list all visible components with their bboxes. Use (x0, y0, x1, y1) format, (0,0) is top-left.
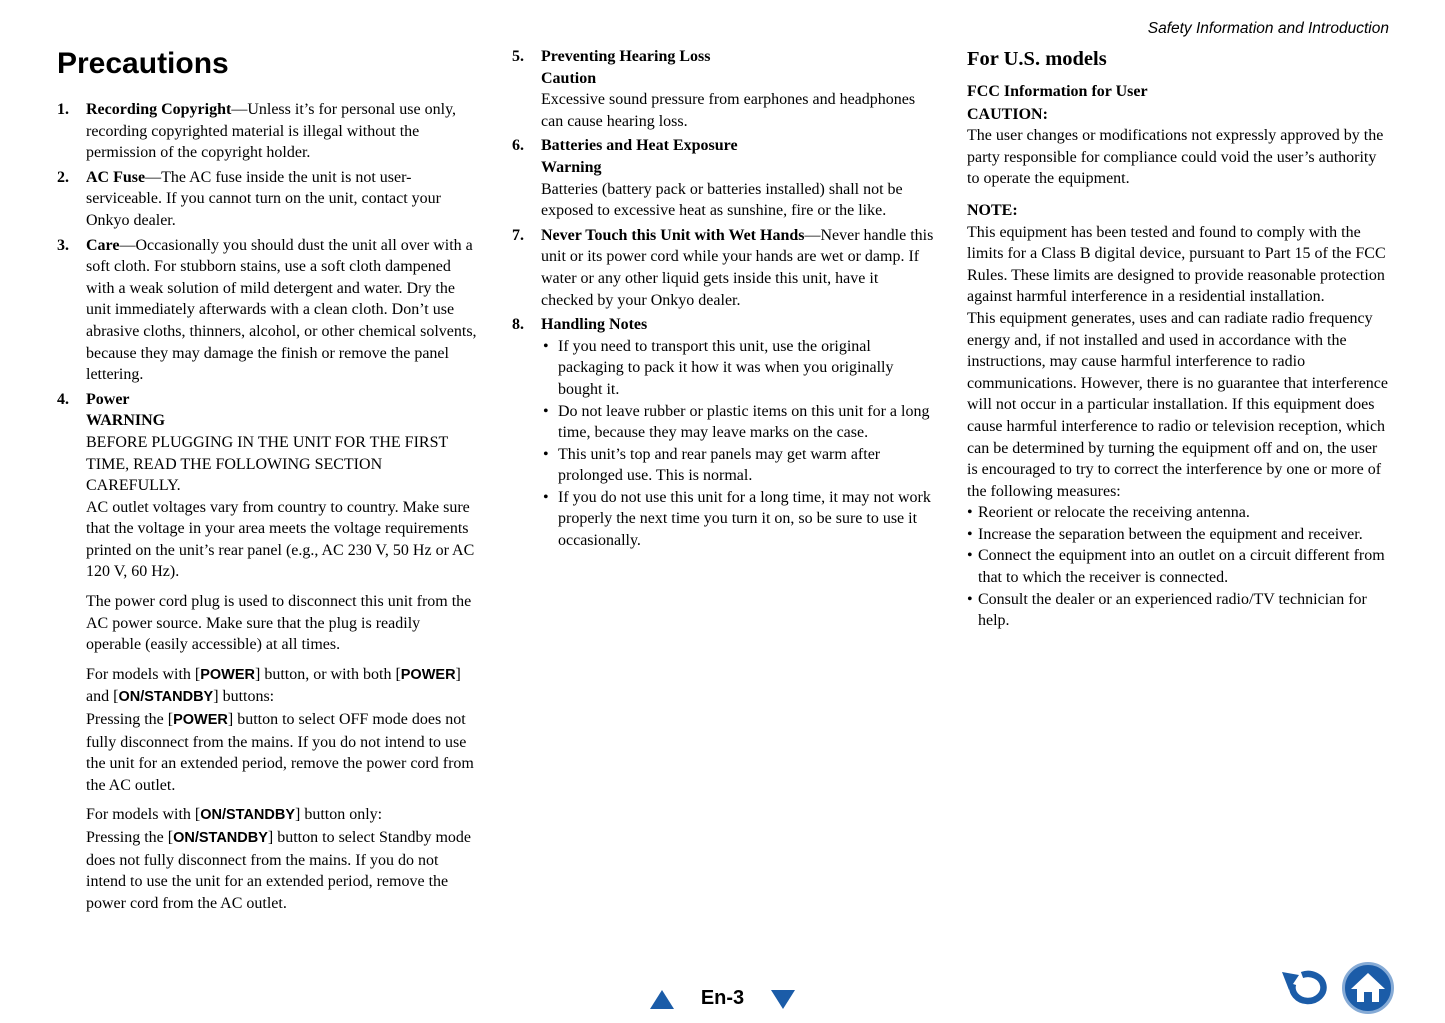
item-body (86, 167, 479, 232)
page-title: Precautions (57, 47, 229, 80)
page-down-icon[interactable] (771, 990, 795, 1009)
item-lead: Recording Copyright (86, 101, 232, 118)
page-up-icon[interactable] (650, 990, 674, 1009)
bullet-marker: • (967, 525, 973, 543)
item-paragraph: For models with [ON/STANDBY] button only: Pressing the [ON/STANDBY] button to select Standby mode does not fully disconnect from the mains. If you do not intend to use the unit for an extended period, remove the power cord from the AC outlet. (86, 806, 471, 912)
bullet-marker: • (543, 445, 549, 463)
item-lead: Preventing Hearing Loss (541, 48, 711, 65)
item-lead: Care (86, 236, 120, 254)
item-lead: Batteries and Heat Exposure (541, 137, 738, 155)
item-body (86, 99, 479, 164)
section-header: Safety Information and Introduction (1147, 20, 1389, 37)
warning-text: BEFORE PLUGGING IN THE UNIT FOR THE FIRST TIME, READ THE FOLLOWING SECTION CAREFULLY. (86, 433, 448, 495)
precaution-item-3 (57, 235, 479, 386)
fcc-measure (967, 524, 1389, 546)
precaution-item-1 (57, 99, 479, 164)
item-number: 3. (57, 236, 69, 254)
item-text: —Occasionally you should dust the unit all over with a soft cloth. For stubborn stains, use a soft cloth dampened with a weak solution of mild detergent and water. Dry the unit immediately afterwards with a clean cloth. Don’t use abrasive cloths, thinners, alcohol, or other chemical solvents, because they may damage the finish or remove the panel lettering. (86, 236, 477, 384)
precaution-item-7 (512, 225, 934, 311)
footer-page-nav (0, 988, 1445, 1010)
home-icon[interactable] (1341, 961, 1395, 1015)
bullet-text: If you do not use this unit for a long time, it may not work properly the next time you turn it on, so be sure to use it occasionally. (558, 488, 931, 550)
bullet-text: Increase the separation between the equipment and receiver. (978, 525, 1363, 543)
bullet-marker: • (543, 402, 549, 420)
note-paragraph: This equipment has been tested and found to comply with the limits for a Class B digital device, pursuant to Part 15 of the FCC Rules. These limits are designed to provide reasonable protection against harmful interference in a residential installation. (967, 223, 1386, 306)
item-body (541, 46, 934, 132)
bullet-marker: • (967, 504, 973, 522)
note-label: NOTE: (967, 201, 1018, 219)
item-paragraph: AC outlet voltages vary from country to country. Make sure that the voltage in your area meets the voltage requirements printed on the unit’s rear panel (e.g., AC 230 V, 50 Hz or AC 120 V, 60 Hz). (86, 498, 475, 581)
fcc-measure (967, 502, 1389, 524)
precaution-item-2 (57, 167, 479, 232)
fcc-measure (967, 545, 1389, 588)
item-text: —The AC fuse inside the unit is not user-serviceable. If you cannot turn on the unit, contact your Onkyo dealer. (86, 168, 441, 229)
bullet-text: This unit’s top and rear panels may get warm after prolonged use. This is normal. (558, 445, 881, 485)
fcc-subheading: FCC Information for User (967, 83, 1148, 100)
bullet-marker: • (543, 488, 549, 506)
warning-label: WARNING (86, 412, 166, 430)
column-left (57, 46, 479, 917)
precaution-item-6 (512, 135, 934, 221)
item-lead: Never Touch this Unit with Wet Hands (541, 226, 805, 244)
page-number: En-3 (700, 987, 745, 1010)
item-paragraph: The power cord plug is used to disconnect this unit from the AC power source. Make sure that the plug is readily operable (easily accessible) at all times. (86, 593, 472, 654)
us-models-heading: For U.S. models (967, 48, 1107, 70)
bullet-text: Do not leave rubber or plastic items on this unit for a long time, because they may leave marks on the case. (558, 402, 930, 442)
item-lead: Power (86, 390, 130, 408)
bullet-text: Consult the dealer or an experienced radio/TV technician for help. (978, 590, 1367, 630)
note-paragraph: This equipment generates, uses and can radiate radio frequency energy and, if not installed and used in accordance with the instructions, may cause harmful interference to radio communications. However, there is no guarantee that interference will not occur in a particular installation. If this equipment does cause harmful interference to radio or television reception, which can be determined by turning the equipment off and on, the user is encouraged to try to correct the interference by one or more of the following measures: (967, 309, 1388, 500)
caution-text: The user changes or modifications not expressly approved by the party responsible for compliance could void the user’s authority to operate the equipment. (967, 127, 1384, 188)
item-paragraph: For models with [POWER] button, or with both [POWER] and [ON/STANDBY] buttons: Pressing the [POWER] button to select OFF mode does not fully disconnect from the mains. If you do not intend to use the unit for an extended period, remove the power cord from the AC outlet. (86, 665, 474, 794)
bullet-marker: • (967, 590, 973, 608)
bullet-text: If you need to transport this unit, use the original packaging to pack it how it was when you originally bought it. (558, 337, 894, 398)
precaution-item-4 (57, 389, 479, 915)
item-body (541, 225, 934, 311)
precaution-item-8 (512, 314, 934, 552)
bullet-text: Reorient or relocate the receiving antenna. (978, 504, 1250, 522)
item-number: 1. (57, 101, 69, 118)
item-body (541, 135, 934, 221)
item-number: 2. (57, 168, 69, 186)
item-lead: AC Fuse (86, 168, 146, 186)
item-text: Excessive sound pressure from earphones and headphones can cause hearing loss. (541, 91, 916, 130)
corner-nav (1279, 961, 1395, 1015)
item-text: —Unless it’s for personal use only, recording copyrighted material is illegal without the permission of the copyright holder. (86, 101, 457, 162)
item-lead: Handling Notes (541, 316, 648, 334)
return-icon[interactable] (1279, 967, 1327, 1009)
item-subheading: Caution (541, 69, 597, 87)
column-right (967, 46, 1389, 917)
item-body (541, 314, 934, 552)
column-middle (512, 46, 934, 917)
item-number: 5. (512, 48, 524, 65)
bullet-marker: • (967, 547, 973, 565)
caution-label: CAUTION: (967, 105, 1048, 123)
item-body (86, 389, 479, 915)
item-text: Batteries (battery pack or batteries installed) shall not be exposed to excessive heat as sunshine, fire or the like. (541, 180, 903, 220)
handling-note (541, 487, 934, 552)
item-number: 6. (512, 137, 524, 155)
handling-note (541, 401, 934, 444)
bullet-text: Connect the equipment into an outlet on a circuit different from that to which the receiver is connected. (978, 547, 1385, 587)
item-text: —Never handle this unit or its power cord while your hands are wet or damp. If water or any other liquid gets inside this unit, have it checked by your Onkyo dealer. (541, 226, 934, 309)
handling-note (541, 336, 934, 401)
item-number: 4. (57, 390, 69, 408)
handling-note (541, 444, 934, 487)
item-number: 7. (512, 226, 524, 244)
item-subheading: Warning (541, 158, 602, 176)
fcc-measure (967, 589, 1389, 632)
bullet-marker: • (543, 337, 549, 355)
item-body (86, 235, 479, 386)
precaution-item-5 (512, 46, 934, 132)
item-number: 8. (512, 316, 524, 334)
content-columns (57, 46, 1389, 917)
